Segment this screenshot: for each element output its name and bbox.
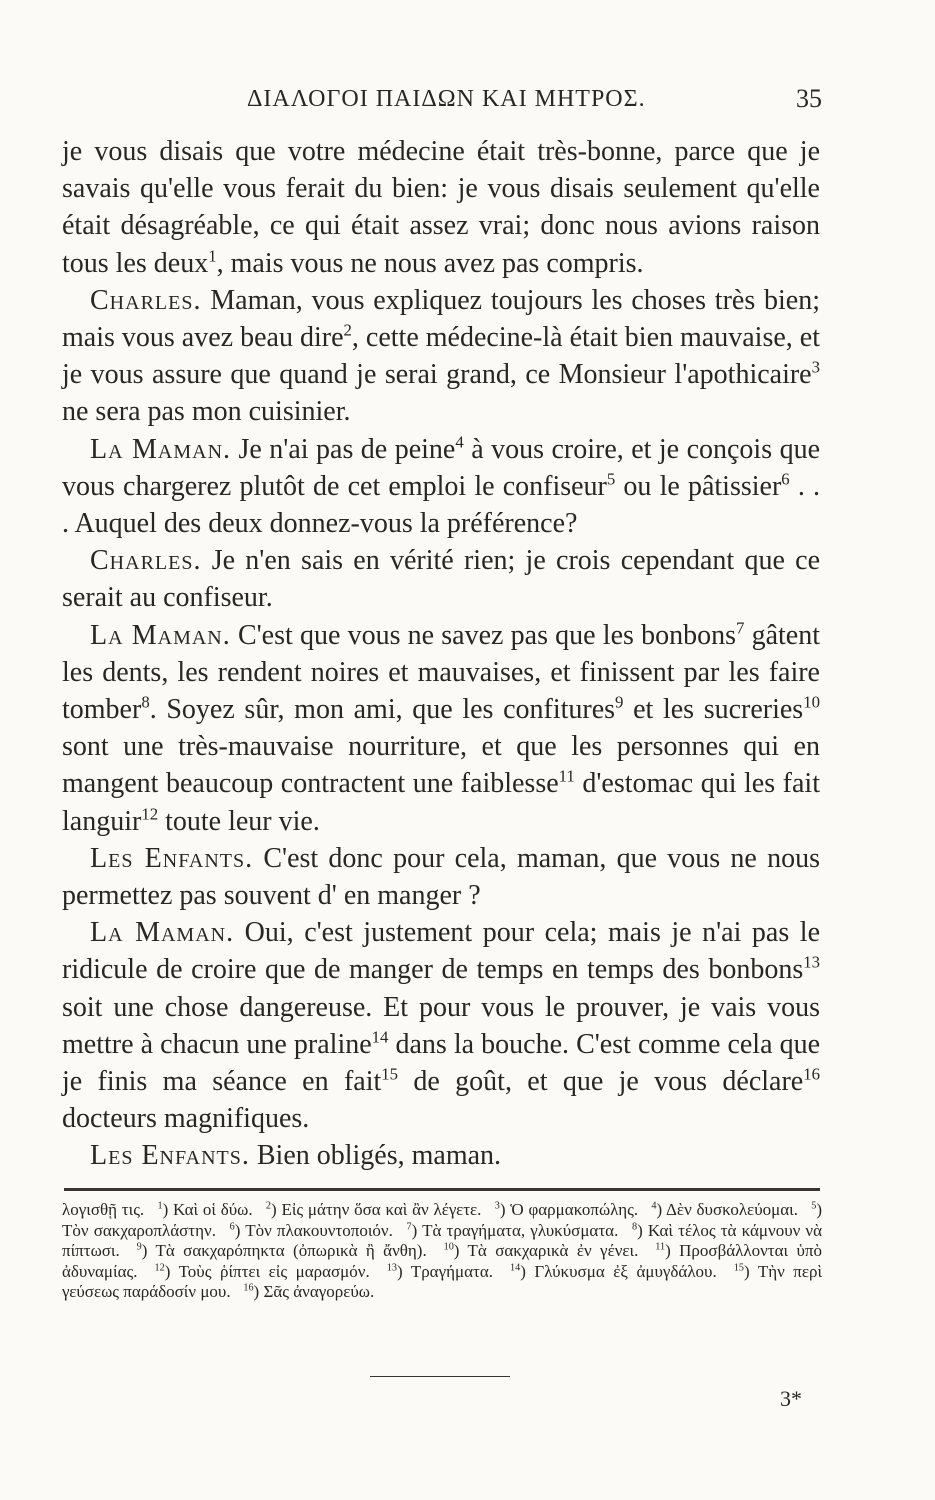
footnote-ref: 6 — [781, 469, 790, 489]
text-run: toute leur vie. — [158, 805, 320, 837]
paragraph-8 — [62, 1137, 820, 1174]
text-run: d'estomac qui les fait languir — [62, 768, 820, 837]
text-run: . . . Auquel des deux donnez-vous la préférence? — [62, 470, 820, 540]
dialogue-text — [62, 133, 820, 1175]
speaker-name: Les Enfants. — [90, 842, 254, 874]
footnote-number: 4 — [651, 1200, 657, 1212]
paragraph-4 — [62, 542, 820, 616]
footnote-ref: 3 — [811, 357, 820, 377]
footnote-text: Δὲν δυσκολεύομαι. — [666, 1200, 798, 1219]
footnote-ref: 4 — [455, 432, 464, 452]
footnote-number: 5 — [811, 1200, 817, 1212]
footnote-divider — [64, 1188, 820, 1191]
text-run: Je n'en sais en vérité rien; je crois cependant que ce serait au confiseur. — [62, 545, 820, 614]
text-run: Maman, vous expliquez toujours les choses très bien; mais vous avez beau dire — [62, 284, 820, 354]
footnote-ref: 15 — [381, 1064, 399, 1084]
text-run: Je n'ai pas de peine — [231, 433, 456, 465]
footnote-ref: 9 — [615, 692, 624, 712]
footnote-text: Σᾶς ἀναγορεύω. — [263, 1282, 375, 1301]
footnote-ref: 1 — [208, 246, 217, 266]
footnotes: λογισθῇ τις. $^1$) Καὶ οἱ δύω. $^2$) Εἰς μάτην ὅσα καὶ ἂν λέγετε. $^3$) Ὁ φαρμακοπώλης. $^4$) Δὲν δυσκολεύομαι. $^5$) Τὸν σακχαροπλάστην. $^6$) Τὸν πλακουντοποιόν. $^7$) Τὰ τραγήματα, γλυκύσματα. $^8$) Καὶ τέλος τὰ κάμνουν νὰ πίπτωσι. $^9$) Τὰ σακχαρόπηκτα (ὀπωρικὰ ἢ ἄνθη). $^{10}$) Τὰ σακχαρικὰ ἐν γένει. $^{11}$) Προσβάλλονται ὑπὸ ἀδυναμίας. $^{12}$) Τοὺς ῥίπτει εἰς μαρασμόν. $^{13}$) Τραγήματα. $^{14}$) Γλύκυσμα ἐξ ἀμυγδάλου. $^{15}$) Τὴν περὶ γεύσεως παράδοσίν μου. $^{16}$) Σᾶς ἀναγορεύω. — [62, 1200, 823, 1301]
footnote-number: 7 — [406, 1220, 412, 1232]
speaker-name: La Maman. — [90, 619, 231, 651]
text-run: C'est que vous ne savez pas que les bonbons — [230, 619, 736, 651]
footnote-text: Προσβάλλονται ὑπὸ ἀδυναμίας. — [62, 1241, 822, 1281]
speaker-name: La Maman. — [90, 917, 235, 949]
footnote-number: 15 — [733, 1261, 744, 1273]
text-run: docteurs magnifiques. — [62, 1103, 310, 1135]
footnote-ref: 11 — [558, 767, 575, 787]
footnote-number: 8 — [631, 1220, 638, 1232]
text-run: sont une très-mauvaise nourriture, et que les personnes qui en mangent beaucoup contractent une faiblesse — [62, 731, 820, 800]
footnote-number: 16 — [243, 1282, 254, 1294]
footnote-text: Τὴν περὶ γεύσεως παράδοσίν μου. — [62, 1261, 823, 1301]
footnote-text: Τοὺς ῥίπτει εἰς μαρασμόν. — [178, 1261, 370, 1281]
footnote-number: 6 — [229, 1220, 235, 1232]
paragraph-5 — [62, 617, 820, 840]
footnote-text: Τὸν πλακουντοποιόν. — [245, 1220, 393, 1240]
footnote-text: Καὶ οἱ δύω. — [173, 1200, 253, 1219]
running-title: ΔΙΑΛΟΓΟΙ ΠΑΙΔΩΝ ΚΑΙ ΜΗΤΡΟΣ. — [247, 86, 646, 112]
page-header — [62, 82, 822, 122]
footnote-text: Τὰ σακχαρικὰ ἐν γένει. — [467, 1241, 639, 1260]
text-run: soit une chose dangereuse. Et pour vous le prouver, je vais vous mettre à chacun une praline — [62, 991, 820, 1060]
text-run: et les sucreries — [623, 694, 804, 726]
text-run: Oui, c'est justement pour cela; mais je n'ai pas le ridicule de croire que de manger de temps en temps des bonbons — [62, 917, 821, 986]
footnote-text: Εἰς μάτην ὅσα καὶ ἂν λέγετε. — [281, 1200, 482, 1219]
footnote-ref: 12 — [141, 804, 159, 824]
text-run: Bien obligés, maman. — [249, 1140, 502, 1172]
paragraph-2 — [62, 282, 820, 431]
page-number: 35 — [796, 84, 822, 113]
footnote-number: 2 — [265, 1200, 271, 1212]
footnote-ref: 7 — [735, 618, 745, 638]
footnote-number: 3 — [494, 1200, 500, 1212]
speaker-name: Les Enfants. — [90, 1140, 250, 1172]
footnote-text: Καὶ τέλος τὰ κάμνουν νὰ πίπτωσι. — [62, 1220, 823, 1260]
paragraph-6 — [62, 840, 820, 914]
footnote-ref: 10 — [803, 692, 820, 712]
footnote-number: 9 — [136, 1241, 142, 1253]
end-rule — [370, 1376, 510, 1377]
footnote-ref: 8 — [141, 692, 150, 712]
footnote-number: 12 — [154, 1261, 165, 1273]
footnote-ref: 2 — [343, 320, 352, 340]
text-run: . Soyez sûr, mon ami, que les confitures — [149, 694, 616, 726]
footnote-text: Τὰ τραγήματα, γλυκύσματα. — [422, 1220, 619, 1240]
footnote-ref: 13 — [803, 953, 820, 973]
footnote-text: Ὁ φαρμακοπώλης. — [510, 1200, 639, 1219]
paragraph-7 — [62, 914, 820, 1137]
footnote-number: 11 — [655, 1241, 666, 1253]
text-run: , mais vous ne nous avez pas compris. — [216, 247, 644, 279]
footnote-ref: 16 — [803, 1064, 820, 1084]
paragraph-1 — [62, 133, 820, 282]
footnote-number: 13 — [386, 1261, 397, 1273]
footnote-ref: 14 — [371, 1027, 389, 1047]
text-run: ou le pâtissier — [615, 470, 782, 502]
signature-mark: 3* — [780, 1386, 802, 1411]
footnote-ref: 5 — [606, 469, 616, 489]
text-run: je vous disais que votre médecine était très-bonne, parce que je savais qu'elle vous ferait du bien: je vous disais seulement qu'elle était désagréable, ce qui était assez vrai; donc nous avions raison tous les deux — [62, 136, 820, 279]
footnote-text: Τὰ σακχαρόπηκτα (ὀπωρικὰ ἢ ἄνθη). — [155, 1241, 427, 1260]
text-run: gâtent les dents, les rendent noires et mauvaises, et finissent par les faire tomber — [62, 619, 820, 726]
paragraph-3 — [62, 431, 820, 543]
footnote-text: Τὸν σακχαροπλάστην. — [62, 1220, 216, 1240]
footnote-text: Τραγήματα. — [410, 1261, 493, 1281]
speaker-name: Charles. — [90, 545, 202, 577]
text-run: à vous croire, et je conçois que vous chargerez plutôt de cet emploi le confiseur — [62, 433, 820, 502]
text-run: ne sera pas mon cuisinier. — [62, 396, 351, 428]
text-run: , cette médecine-là était bien mauvaise, et je vous assure que quand je serai grand, ce Monsieur l'apothicaire — [62, 322, 820, 391]
speaker-name: La Maman. — [90, 433, 232, 465]
text-run: de goût, et que je vous déclare — [398, 1066, 804, 1098]
footnote-number: 14 — [510, 1261, 521, 1273]
text-run: C'est donc pour cela, maman, que vous ne nous permettez pas souvent d' en manger ? — [62, 842, 821, 912]
footnote-text: Γλύκυσμα ἐξ ἀμυγδάλου. — [534, 1261, 717, 1281]
footnote-text: λογισθῇ τις. — [62, 1200, 145, 1219]
footnote-number: 1 — [157, 1200, 163, 1212]
text-run: dans la bouche. C'est comme cela que je finis ma séance en fait — [62, 1028, 820, 1098]
footnote-number: 10 — [443, 1241, 454, 1253]
speaker-name: Charles. — [90, 284, 202, 316]
